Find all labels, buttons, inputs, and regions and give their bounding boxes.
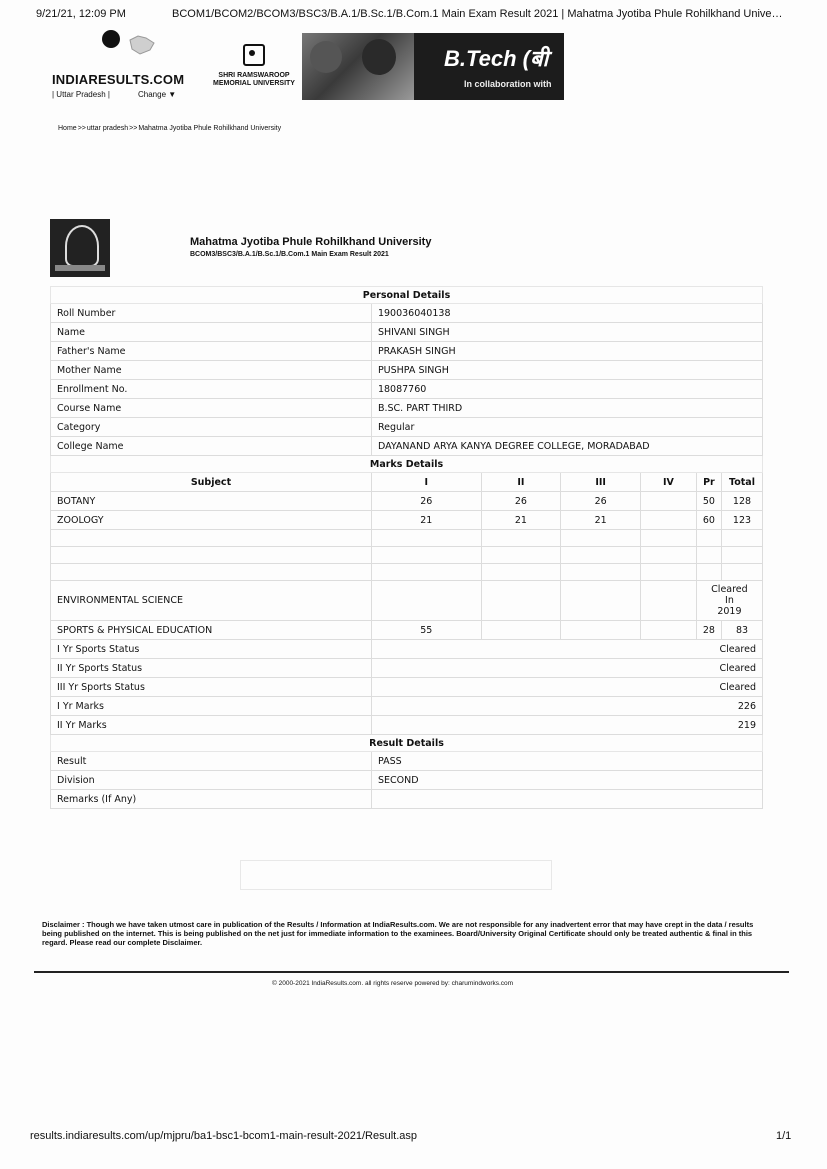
row-label: Category xyxy=(51,418,372,437)
row-value: Cleared xyxy=(371,659,762,678)
srmu-emblem-icon xyxy=(243,44,265,66)
exam-title: BCOM3/BSC3/B.A.1/B.Sc.1/B.Com.1 Main Exam Result 2021 xyxy=(190,251,389,258)
banner-subtitle: In collaboration with xyxy=(464,79,552,89)
column-header: II xyxy=(481,473,561,492)
marks-pr: 60 xyxy=(696,511,721,530)
row-value: Regular xyxy=(371,418,762,437)
logo-mark-icon xyxy=(102,30,120,48)
marks-ii: 26 xyxy=(481,492,561,511)
subject-row xyxy=(51,492,763,511)
table-row xyxy=(51,304,763,323)
row-label: Father's Name xyxy=(51,342,372,361)
marks-i: 21 xyxy=(371,511,481,530)
column-header: I xyxy=(371,473,481,492)
subject-row-environmental xyxy=(51,581,763,621)
change-state-link[interactable]: Change ▼ xyxy=(138,90,177,99)
row-value: SECOND xyxy=(371,771,762,790)
row-value xyxy=(371,790,762,809)
print-url: results.indiaresults.com/up/mjpru/ba1-bsc1-bcom1-main-result-2021/Result.asp xyxy=(30,1130,417,1142)
srmu-ad[interactable] xyxy=(206,44,302,96)
marks-total: 83 xyxy=(721,621,762,640)
column-header: Subject xyxy=(51,473,372,492)
print-page-title: BCOM1/BCOM2/BCOM3/BSC3/B.A.1/B.Sc.1/B.Com.1 Main Exam Result 2021 | Mahatma Jyotiba Phule Rohilkhand Unive… xyxy=(172,8,783,20)
table-row xyxy=(51,342,763,361)
row-label: Course Name xyxy=(51,399,372,418)
footer-divider xyxy=(34,971,789,973)
row-label: I Yr Marks xyxy=(51,697,372,716)
row-label: II Yr Sports Status xyxy=(51,659,372,678)
breadcrumb-home[interactable]: Home xyxy=(58,125,77,132)
table-row xyxy=(51,323,763,342)
row-value: 226 xyxy=(371,697,762,716)
marks-iv xyxy=(641,511,697,530)
marks-ii: 21 xyxy=(481,511,561,530)
row-label: College Name xyxy=(51,437,372,456)
table-row xyxy=(51,361,763,380)
disclaimer-text: Disclaimer : Though we have taken utmost care in publication of the Results / Information at IndiaResults.com. We are not responsible for any inadvertent error that may have crept in the data / results being published on the internet. This is being published on the net just for immediate information to the examinees. Board/University Original Certificate should only be treated authentic & final in this regard. Please read our complete Disclaimer. xyxy=(42,920,754,947)
row-label: Enrollment No. xyxy=(51,380,372,399)
breadcrumb xyxy=(58,125,282,132)
env-status: Cleared In 2019 xyxy=(696,581,762,621)
table-row xyxy=(51,418,763,437)
blank-row xyxy=(51,564,763,581)
table-row xyxy=(51,697,763,716)
table-row xyxy=(51,752,763,771)
blank-row xyxy=(51,530,763,547)
row-label: Roll Number xyxy=(51,304,372,323)
subject-name: BOTANY xyxy=(51,492,372,511)
column-header: Total xyxy=(721,473,762,492)
row-value: PUSHPA SINGH xyxy=(371,361,762,380)
empty-ad-slot xyxy=(240,860,552,890)
column-header: Pr xyxy=(696,473,721,492)
marks-header-row xyxy=(51,473,763,492)
marks-iv xyxy=(641,492,697,511)
row-value: Cleared xyxy=(371,678,762,697)
state-map-icon xyxy=(128,34,156,56)
row-label: III Yr Sports Status xyxy=(51,678,372,697)
row-value: B.SC. PART THIRD xyxy=(371,399,762,418)
copyright-text: © 2000-2021 IndiaResults.com. all rights reserve powered by: charumindworks.com xyxy=(272,980,514,987)
row-label: I Yr Sports Status xyxy=(51,640,372,659)
personal-details-heading: Personal Details xyxy=(51,287,763,304)
row-value: Cleared xyxy=(371,640,762,659)
row-value: 18087760 xyxy=(371,380,762,399)
site-logo[interactable] xyxy=(50,30,185,102)
marks-i: 55 xyxy=(371,621,481,640)
subject-name: ENVIRONMENTAL SCIENCE xyxy=(51,581,372,621)
table-row xyxy=(51,640,763,659)
result-details-heading: Result Details xyxy=(51,735,763,752)
srmu-name: SHRI RAMSWAROOP MEMORIAL UNIVERSITY xyxy=(213,72,295,87)
row-value: SHIVANI SINGH xyxy=(371,323,762,342)
row-value: 219 xyxy=(371,716,762,735)
marks-details-heading: Marks Details xyxy=(51,456,763,473)
row-label: Result xyxy=(51,752,372,771)
table-row xyxy=(51,716,763,735)
row-value: PASS xyxy=(371,752,762,771)
table-row xyxy=(51,771,763,790)
row-label: Remarks (If Any) xyxy=(51,790,372,809)
marks-pr: 50 xyxy=(696,492,721,511)
table-row xyxy=(51,437,763,456)
state-label: | Uttar Pradesh | xyxy=(52,90,110,99)
marks-iii: 21 xyxy=(561,511,641,530)
university-name: Mahatma Jyotiba Phule Rohilkhand University xyxy=(190,236,432,248)
row-label: Division xyxy=(51,771,372,790)
table-row xyxy=(51,380,763,399)
result-table xyxy=(50,286,763,809)
row-value: DAYANAND ARYA KANYA DEGREE COLLEGE, MORADABAD xyxy=(371,437,762,456)
table-row xyxy=(51,659,763,678)
print-page-number: 1/1 xyxy=(776,1130,792,1142)
marks-total: 123 xyxy=(721,511,762,530)
blank-row xyxy=(51,547,763,564)
btech-banner-ad[interactable] xyxy=(302,33,564,100)
subject-name: ZOOLOGY xyxy=(51,511,372,530)
logo-text: INDIARESULTS.COM xyxy=(52,72,185,87)
column-header: III xyxy=(561,473,641,492)
marks-total: 128 xyxy=(721,492,762,511)
banner-title: B.Tech (बी xyxy=(444,46,549,71)
column-header: IV xyxy=(641,473,697,492)
table-row xyxy=(51,678,763,697)
breadcrumb-state[interactable]: uttar pradesh xyxy=(86,125,129,132)
row-label: Mother Name xyxy=(51,361,372,380)
table-row xyxy=(51,399,763,418)
print-datetime: 9/21/21, 12:09 PM xyxy=(36,8,126,20)
row-value: 190036040138 xyxy=(371,304,762,323)
banner-photo xyxy=(302,33,414,100)
subject-row xyxy=(51,511,763,530)
row-value: PRAKASH SINGH xyxy=(371,342,762,361)
row-label: II Yr Marks xyxy=(51,716,372,735)
row-label: Name xyxy=(51,323,372,342)
breadcrumb-separator: >> xyxy=(129,125,138,132)
subject-row-sports xyxy=(51,621,763,640)
table-row xyxy=(51,790,763,809)
breadcrumb-separator: >> xyxy=(77,125,86,132)
marks-pr: 28 xyxy=(696,621,721,640)
marks-i: 26 xyxy=(371,492,481,511)
marks-iii: 26 xyxy=(561,492,641,511)
breadcrumb-university: Mahatma Jyotiba Phule Rohilkhand University xyxy=(138,125,282,132)
university-logo xyxy=(50,219,110,277)
subject-name: SPORTS & PHYSICAL EDUCATION xyxy=(51,621,372,640)
